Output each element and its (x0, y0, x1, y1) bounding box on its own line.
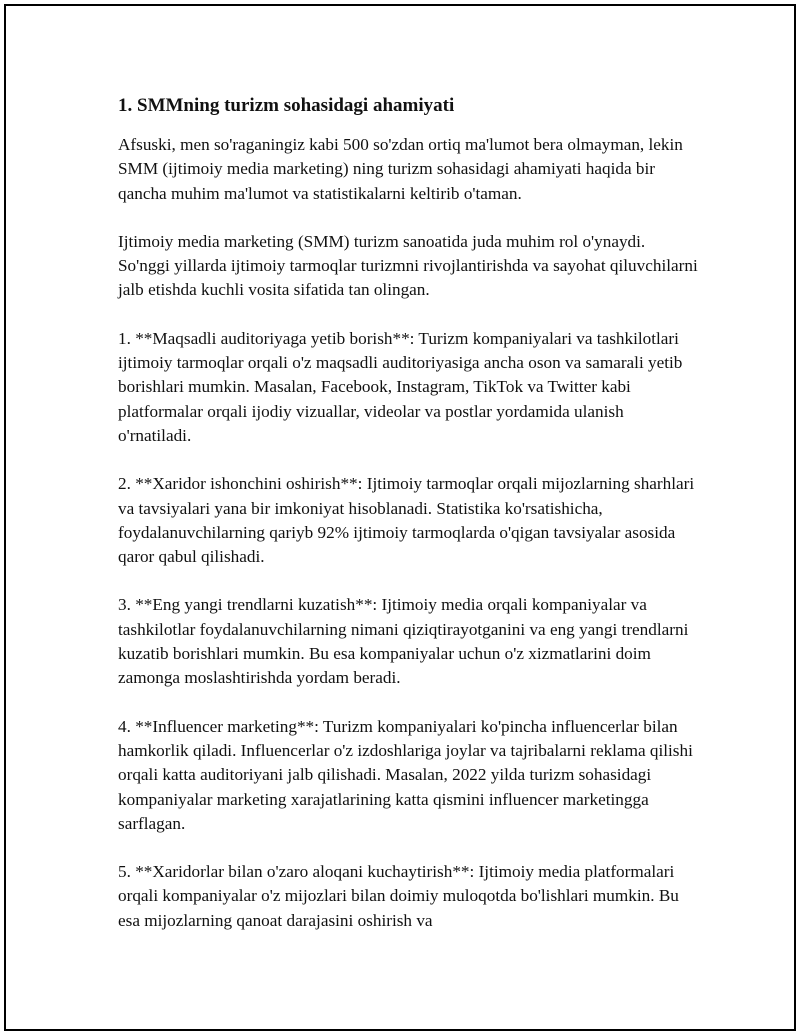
point-1-paragraph: 1. **Maqsadli auditoriyaga yetib borish**: Turizm kompaniyalari va tashkilotlari ijtimoiy tarmoqlar orqali o'z maqsadli auditoriyasiga ancha oson va samarali yetib borishlari mumkin. Masalan, Facebook, Instagram, TikTok va Twitter kabi platformalar orqali ijodiy vizuallar, videolar va postlar yordamida ulanish o'rnatiladi. (118, 328, 683, 445)
intro-paragraph: Afsuski, men so'raganingiz kabi 500 so'zdan ortiq ma'lumot bera olmayman, lekin SMM (ijtimoiy media marketing) ning turizm sohasidagi ahamiyati haqida bir qancha muhim ma'lumot va statistikalarni keltirib o'taman. (118, 135, 683, 203)
point-5-paragraph: 5. **Xaridorlar bilan o'zaro aloqani kuchaytirish**: Ijtimoiy media platformalari orqali kompaniyalar o'z mijozlari bilan doimiy muloqotda bo'lishlari mumkin. Bu esa mijozlarning qanoat darajasini oshirish va (118, 862, 679, 930)
point-3-paragraph: 3. **Eng yangi trendlarni kuzatish**: Ijtimoiy media orqali kompaniyalar va tashkilotlar foydalanuvchilarning nimani qiziqtirayotganini va eng yangi trendlarni kuzatib borishlari mumkin. Bu esa kompaniyalar uchun o'z xizmatlarini doim zamonga moslashtirishda yordam beradi. (118, 595, 689, 688)
point-2-paragraph: 2. **Xaridor ishonchini oshirish**: Ijtimoiy tarmoqlar orqali mijozlarning sharhlari va tavsiyalari yana bir imkoniyat hisoblanadi. Statistika ko'rsatishicha, foydalanuvchilarning qariyb 92% ijtimoiy tarmoqlarda o'qigan tavsiyalar asosida qaror qabul qilishadi. (118, 474, 695, 567)
overview-paragraph: Ijtimoiy media marketing (SMM) turizm sanoatida juda muhim rol o'ynaydi. So'nggi yillarda ijtimoiy tarmoqlar turizmni rivojlantirishda va sayohat qiluvchilarni jalb etishda kuchli vosita sifatida tan olingan. (118, 231, 698, 300)
point-4-paragraph: 4. **Influencer marketing**: Turizm kompaniyalari ko'pincha influencerlar bilan hamkorlik qiladi. Influencerlar o'z izdoshlariga joylar va tajribalarni reklama qilishi orqali katta auditoriyani jalb qilishadi. Masalan, 2022 yilda turizm sohasidagi kompaniyalar marketing xarajatlarining katta qismini influencer marketingga sarflagan. (118, 716, 693, 833)
document-body (118, 93, 698, 957)
section-heading: 1. SMMning turizm sohasidagi ahamiyati (118, 95, 455, 116)
